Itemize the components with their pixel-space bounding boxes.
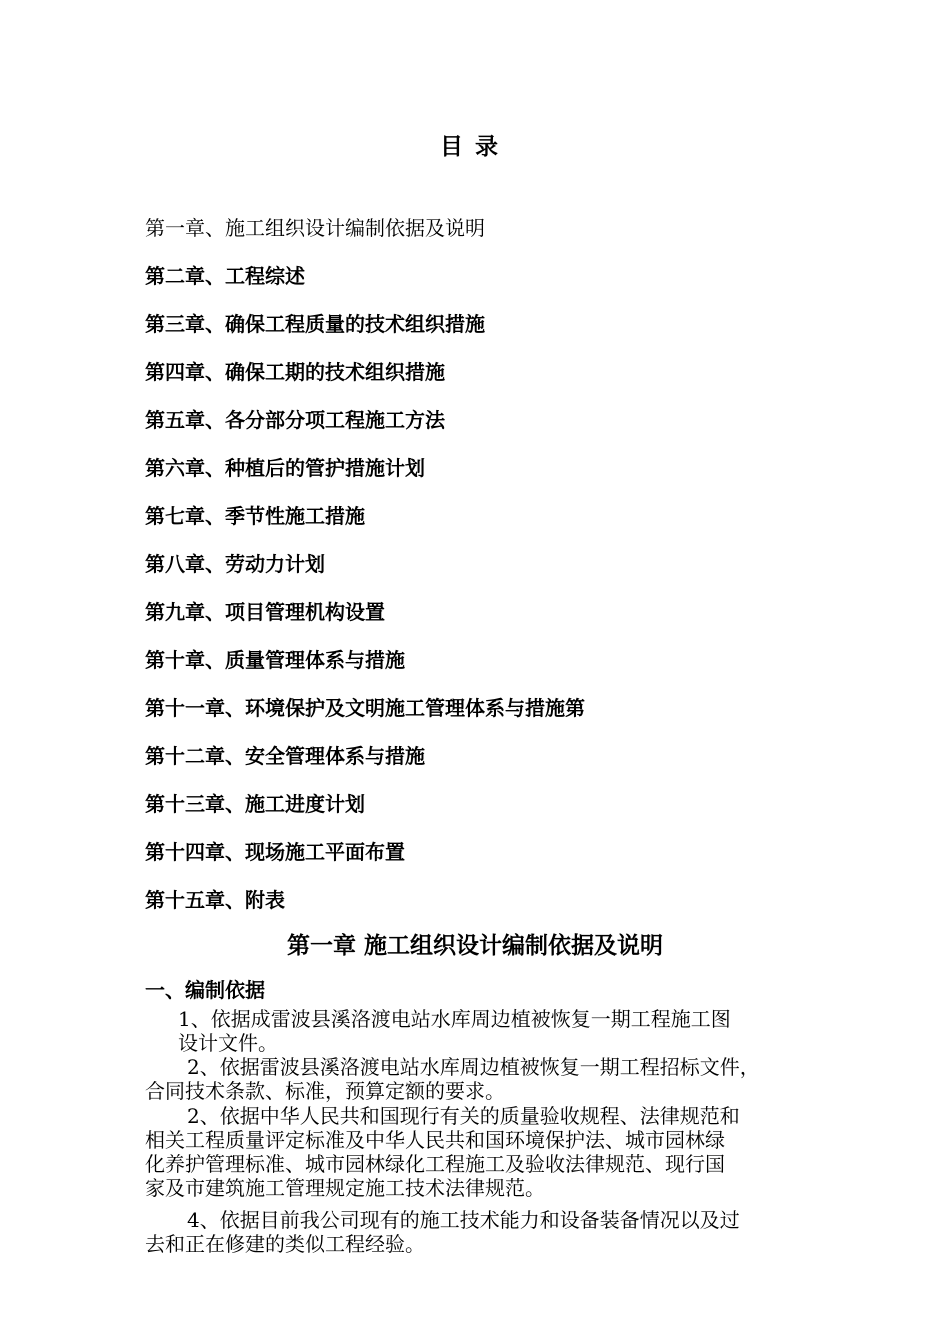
toc-item: 第九章、项目管理机构设置 [145, 600, 385, 624]
toc-list [145, 214, 585, 934]
paragraph-line: 1、依据成雷波县溪洛渡电站水库周边植被恢复一期工程施工图 [178, 1007, 731, 1031]
paragraph-line: 合同技术条款、标准，预算定额的要求。 [145, 1079, 505, 1103]
toc-item: 第八章、劳动力计划 [145, 552, 325, 576]
toc-item: 第十章、质量管理体系与措施 [145, 648, 405, 672]
section-title: 一、编制依据 [145, 978, 265, 1002]
toc-item: 第二章、工程综述 [145, 264, 305, 288]
paragraph-line: 化养护管理标准、城市园林绿化工程施工及验收法律规范、现行国 [145, 1152, 725, 1176]
toc-item: 第十三章、施工进度计划 [145, 792, 365, 816]
paragraph-line: 设计文件。 [178, 1031, 278, 1055]
paragraph-line: 2、依据中华人民共和国现行有关的质量验收规程、法律规范和 [187, 1104, 740, 1128]
toc-item: 第十四章、现场施工平面布置 [145, 840, 405, 864]
paragraph [145, 1208, 825, 1256]
paragraph-line: 2、依据雷波县溪洛渡电站水库周边植被恢复一期工程招标文件， [187, 1055, 760, 1079]
paragraph [145, 1104, 825, 1200]
toc-item: 第四章、确保工期的技术组织措施 [145, 360, 445, 384]
paragraph-line: 去和正在修建的类似工程经验。 [145, 1232, 425, 1256]
toc-item: 第十一章、环境保护及文明施工管理体系与措施第 [145, 696, 585, 720]
toc-item: 第十五章、附表 [145, 888, 285, 912]
paragraph-line: 4、依据目前我公司现有的施工技术能力和设备装备情况以及过 [187, 1208, 740, 1232]
toc-item: 第三章、确保工程质量的技术组织措施 [145, 312, 485, 336]
toc-item: 第七章、季节性施工措施 [145, 504, 365, 528]
toc-item: 第十二章、安全管理体系与措施 [145, 744, 425, 768]
paragraph-line: 家及市建筑施工管理规定施工技术法律规范。 [145, 1176, 545, 1200]
toc-item: 第一章、施工组织设计编制依据及说明 [145, 216, 485, 240]
paragraph-line: 相关工程质量评定标准及中华人民共和国环境保护法、城市园林绿 [145, 1128, 725, 1152]
toc-title: 目录 [440, 133, 510, 160]
paragraph [145, 1007, 825, 1055]
chapter-title: 第一章 施工组织设计编制依据及说明 [286, 933, 663, 959]
toc-item: 第五章、各分部分项工程施工方法 [145, 408, 445, 432]
paragraph [145, 1055, 825, 1103]
toc-item: 第六章、种植后的管护措施计划 [145, 456, 425, 480]
